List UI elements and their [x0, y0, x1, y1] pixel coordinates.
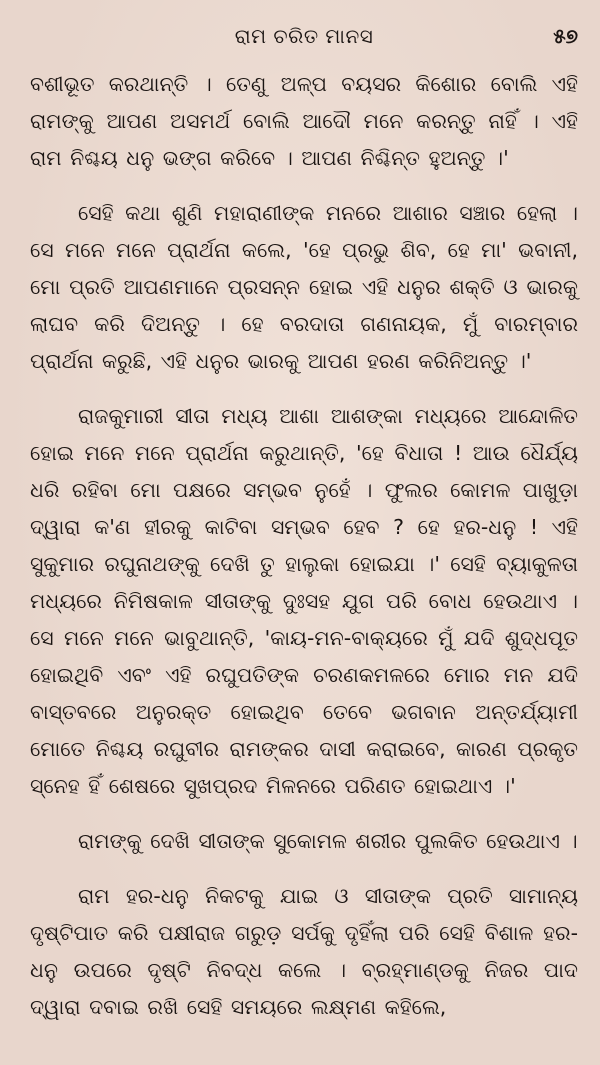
page-number: ୫୭ [553, 24, 578, 48]
body-text [30, 66, 578, 1026]
paragraph-sita-thrilled: ରାମଙ୍କୁ ଦେଖି ସୀତାଙ୍କ ସୁକୋମଳ ଶରୀର ପୁଲକିତ ହେଉଥାଏ । [78, 829, 578, 853]
paragraph-rama-bow: ରାମ ହର-ଧନୁ ନିକଟକୁ ଯାଇ ଓ ସୀତାଙ୍କ ପ୍ରତି ସାମାନ୍ୟ ଦୃଷ୍ଟିପାତ କରି ପକ୍ଷୀରାଜ ଗରୁଡ଼ ସର୍ପକୁ ଦୃହିଁଲା ପରି ସେହି ବିଶାଳ ହର-ଧନୁ ଉପରେ ଦୃଷ୍ଟି ନିବଦ୍ଧ କଲେ । ବ୍ରହ୍ମାଣ୍ଡକୁ ନିଜର ପାଦ ଦ୍ୱାରା ଦବାଇ ରଖି ସେହି ସମୟରେ ଲକ୍ଷ୍ମଣ କହିଲେ, [30, 884, 578, 1019]
running-header [30, 22, 578, 58]
running-title: ରାମ ଚରିତ ମାନସ [234, 24, 374, 48]
paragraph-continued: ବଶୀଭୂତ କରଥାନ୍ତି । ତେଣୁ ଅଳ୍ପ ବୟସର କିଶୋର ବୋଲି ଏହି ରାମଙ୍କୁ ଆପଣ ଅସମର୍ଥ ବୋଲି ଆଦୌ ମନେ କରନ୍ତୁ ନାହିଁ । ଏହି ରାମ ନିଶ୍ଚୟ ଧନୁ ଭଙ୍ଗ କରିବେ । ଆପଣ ନିଶ୍ଚିନ୍ତ ହୁଅନ୍ତୁ ।' [30, 72, 578, 170]
paragraph-sita-prayer: ରାଜକୁମାରୀ ସୀତା ମଧ୍ୟ ଆଶା ଆଶଙ୍କା ମଧ୍ୟରେ ଆନ୍ଦୋଳିତ ହୋଇ ମନେ ମନେ ପ୍ରାର୍ଥନା କରୁଥାନ୍ତି, 'ହେ ବିଧାତା ! ଆଉ ଧୈର୍ଯ୍ୟ ଧରି ରହିବା ମୋ ପକ୍ଷରେ ସମ୍ଭବ ନୁହେଁ । ଫୁଲର କୋମଳ ପାଖୁଡ଼ା ଦ୍ୱାରା କ'ଣ ହୀରକୁ କାଟିବା ସମ୍ଭବ ହେବ ? ହେ ହର-ଧନୁ ! ଏହି ସୁକୁମାର ରଘୁନାଥଙ୍କୁ ଦେଖି ତୁ ହାଲୁକା ହୋଇଯା ।' ସେହି ବ୍ୟାକୁଳତା ମଧ୍ୟରେ ନିମିଷକାଳ ସୀତାଙ୍କୁ ଦୁଃସହ ଯୁଗ ପରି ବୋଧ ହେଉଥାଏ । ସେ ମନେ ମନେ ଭାବୁଥାନ୍ତି, 'କାୟ-ମନ-ବାକ୍ୟରେ ମୁଁ ଯଦି ଶୁଦ୍ଧପୂତ ହୋଇଥିବି ଏବଂ ଏହି ରଘୁପତିଙ୍କ ଚରଣକମଳରେ ମୋର ମନ ଯଦି ବାସ୍ତବରେ ଅନୁରକ୍ତ ହୋଇଥିବ ତେବେ ଭଗବାନ ଅନ୍ତର୍ଯ୍ୟାମୀ ମୋତେ ନିଶ୍ଚୟ ରଘୁବୀର ରାମଙ୍କର ଦାସୀ କରାଇବେ, କାରଣ ପ୍ରକୃତ ସ୍ନେହ ହିଁ ଶେଷରେ ସୁଖପ୍ରଦ ମିଳନରେ ପରିଣତ ହୋଇଥାଏ ।' [30, 404, 578, 798]
paragraph-queen-prayer: ସେହି କଥା ଶୁଣି ମହାରାଣୀଙ୍କ ମନରେ ଆଶାର ସଞ୍ଚାର ହେଲା । ସେ ମନେ ମନେ ପ୍ରାର୍ଥନା କଲେ, 'ହେ ପ୍ରଭୁ ଶିବ, ହେ ମା' ଭବାନୀ, ମୋ ପ୍ରତି ଆପଣମାନେ ପ୍ରସନ୍ନ ହୋଇ ଏହି ଧନୁର ଶକ୍ତି ଓ ଭାରକୁ ଲାଘବ କରି ଦିଅନ୍ତୁ । ହେ ବରଦାତା ଗଣନାୟକ, ମୁଁ ବାରମ୍ବାର ପ୍ରାର୍ଥନା କରୁଛି, ଏହି ଧନୁର ଭାରକୁ ଆପଣ ହରଣ କରିନିଅନ୍ତୁ ।' [30, 201, 578, 373]
